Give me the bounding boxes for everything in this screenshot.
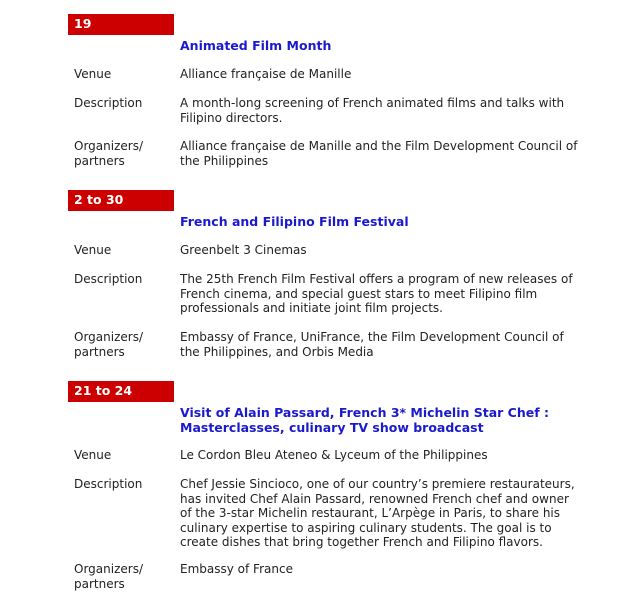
venue-value: Greenbelt 3 Cinemas	[180, 243, 307, 257]
venue-label: Venue	[74, 243, 112, 257]
venue-label: Venue	[74, 67, 112, 81]
event-date: 2 to 30	[68, 190, 174, 211]
event-title: Visit of Alain Passard, French 3* Michelin Star Chef : Masterclasses, culinary TV show broadcast	[180, 405, 550, 435]
organizers-label-line2: partners	[74, 344, 125, 359]
organizers-label	[74, 562, 174, 591]
venue-value: Le Cordon Bleu Ateneo & Lyceum of the Philippines	[180, 448, 488, 462]
description-label: Description	[74, 272, 143, 286]
organizers-value: Embassy of France, UniFrance, the Film Development Council of the Philippines, and Orbis Media	[180, 330, 564, 359]
description-value: The 25th French Film Festival offers a program of new releases of French cinema, and special guest stars to meet Filipino film professionals and initiate joint film projects.	[180, 272, 573, 315]
description-label: Description	[74, 96, 143, 110]
description-label: Description	[74, 477, 143, 491]
organizers-value: Alliance française de Manille and the Film Development Council of the Philippines	[180, 139, 578, 168]
venue-value: Alliance française de Manille	[180, 67, 352, 81]
event-date: 21 to 24	[68, 381, 174, 402]
event-title: Animated Film Month	[180, 38, 332, 53]
organizers-value: Embassy of France	[180, 562, 293, 576]
event-date: 19	[68, 14, 174, 35]
description-value: Chef Jessie Sincioco, one of our country’s premiere restaurateurs, has invited Chef Alain Passard, renowned French chef and owner of the 3-star Michelin restaurant, L’Arpège in Paris, to share his culinary expertise to aspiring culinary students. The goal is to create dishes that bring together French and Filipino flavors.	[180, 477, 575, 549]
organizers-label-line2: partners	[74, 153, 125, 168]
description-value: A month-long screening of French animated films and talks with Filipino directors.	[180, 96, 565, 125]
organizers-label	[74, 139, 174, 168]
venue-label: Venue	[74, 448, 112, 462]
event-title: French and Filipino Film Festival	[180, 214, 409, 229]
organizers-label-line1: Organizers/	[74, 562, 143, 576]
organizers-label-line2: partners	[74, 576, 125, 591]
organizers-label-line1: Organizers/	[74, 330, 143, 344]
organizers-label	[74, 330, 174, 359]
organizers-label-line1: Organizers/	[74, 139, 143, 153]
